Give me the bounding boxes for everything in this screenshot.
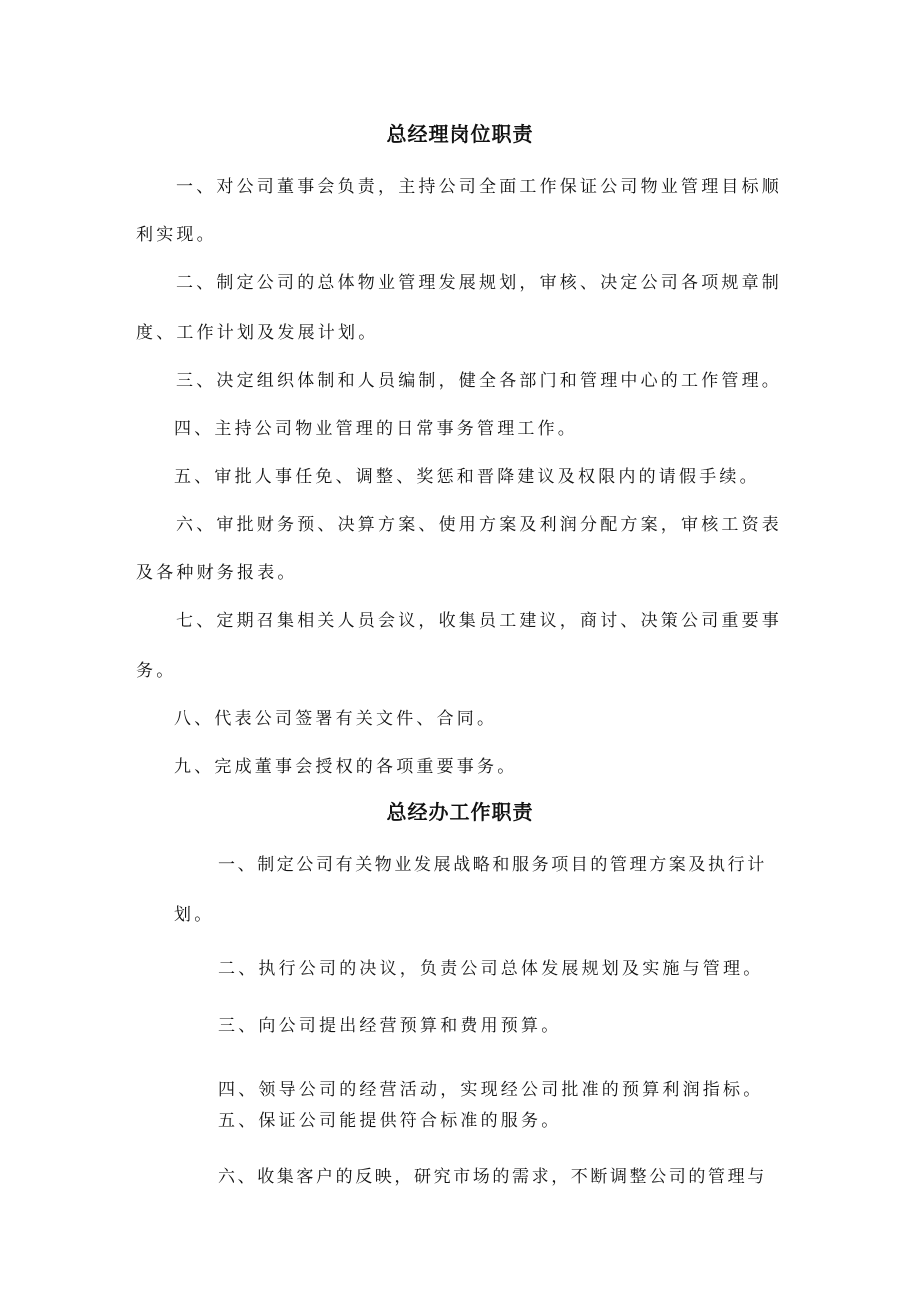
section-title-general-manager: 总经理岗位职责	[386, 122, 534, 146]
paragraph-line: 度、工作计划及发展计划。	[136, 323, 379, 343]
paragraph-line: 九、完成董事会授权的各项重要事务。	[174, 757, 518, 777]
paragraph-line: 利实现。	[136, 225, 217, 245]
paragraph-line: 二、执行公司的决议，负责公司总体发展规划及实施与管理。	[218, 959, 764, 979]
paragraph-line: 一、制定公司有关物业发展战略和服务项目的管理方案及执行计	[218, 855, 767, 875]
paragraph-line: 划。	[174, 905, 215, 925]
paragraph-line: 五、保证公司能提供符合标准的服务。	[218, 1111, 562, 1131]
paragraph-line: 一、对公司董事会负责，主持公司全面工作保证公司物业管理目标顺	[176, 177, 782, 197]
paragraph-line: 及各种财务报表。	[136, 563, 298, 583]
paragraph-line: 六、审批财务预、决算方案、使用方案及利润分配方案，审核工资表	[176, 515, 782, 535]
paragraph-line: 四、主持公司物业管理的日常事务管理工作。	[174, 419, 578, 439]
paragraph-line: 六、收集客户的反映，研究市场的需求，不断调整公司的管理与	[218, 1167, 767, 1187]
paragraph-line: 务。	[136, 661, 177, 681]
paragraph-line: 七、定期召集相关人员会议，收集员工建议，商讨、决策公司重要事	[176, 611, 782, 631]
paragraph-line: 三、向公司提出经营预算和费用预算。	[218, 1016, 562, 1036]
paragraph-line: 五、审批人事任免、调整、奖惩和晋降建议及权限内的请假手续。	[174, 467, 760, 487]
paragraph-line: 八、代表公司签署有关文件、合同。	[174, 709, 498, 729]
paragraph-line: 三、决定组织体制和人员编制，健全各部门和管理中心的工作管理。	[176, 371, 782, 391]
paragraph-line: 四、领导公司的经营活动，实现经公司批准的预算利润指标。	[218, 1080, 764, 1100]
section-title-general-office: 总经办工作职责	[386, 800, 534, 824]
paragraph-line: 二、制定公司的总体物业管理发展规划，审核、决定公司各项规章制	[176, 273, 782, 293]
